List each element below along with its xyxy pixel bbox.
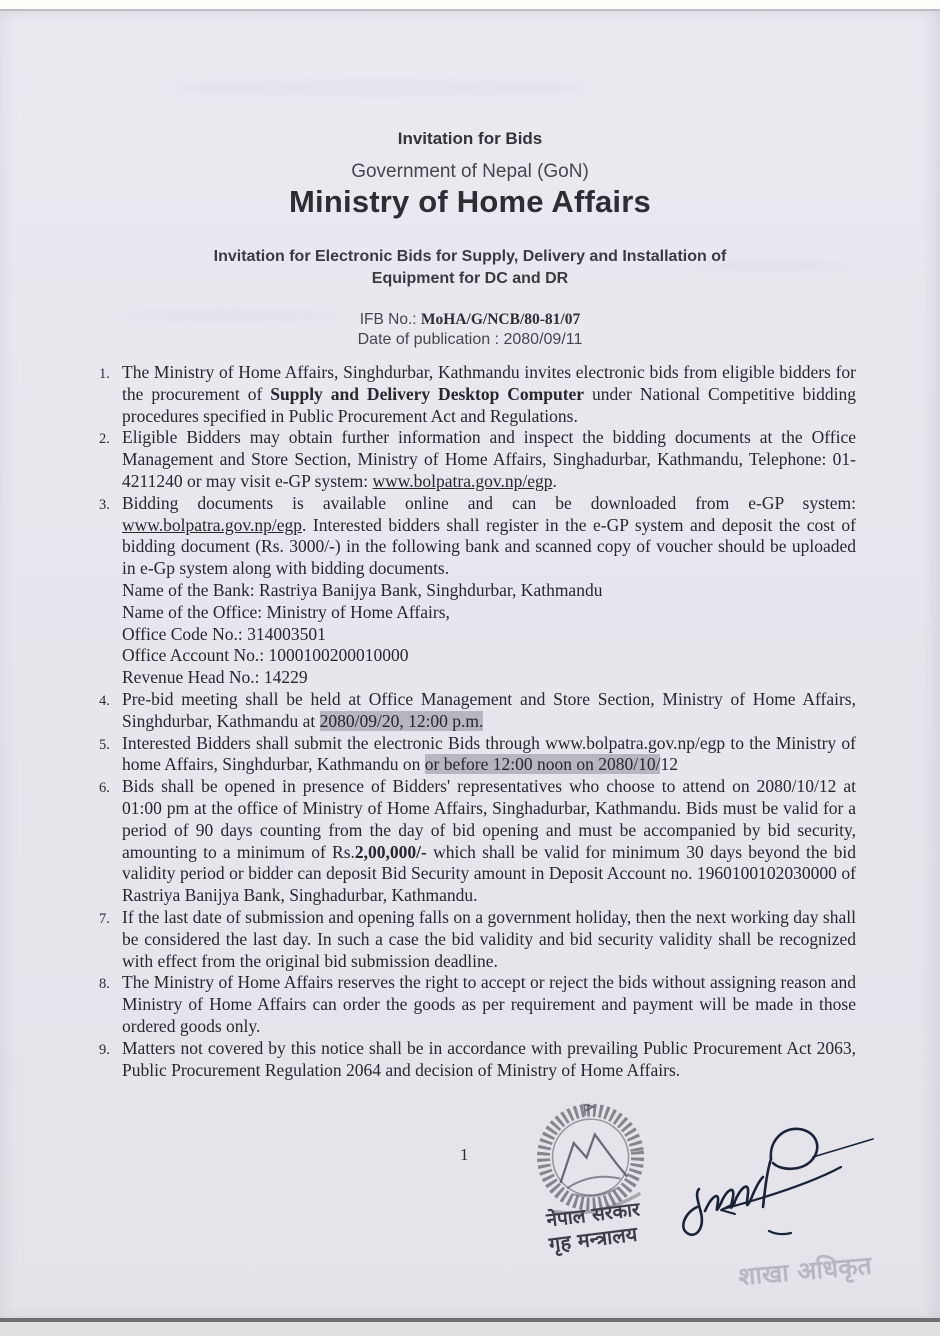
list-item-7 xyxy=(99,907,856,972)
item-body xyxy=(122,972,856,1037)
item-body xyxy=(122,776,856,907)
list-item-4 xyxy=(99,689,856,733)
body-text: The Ministry of Home Affairs, Singhdurbar, Kathmandu invites electronic bids from eligible bidders for the procurement of xyxy=(122,362,856,404)
item-body xyxy=(122,427,856,492)
ministry-name: Ministry of Home Affairs xyxy=(289,184,651,219)
item-body xyxy=(122,907,856,972)
item-text xyxy=(122,362,856,427)
list-item-5 xyxy=(99,733,856,777)
item-text xyxy=(122,427,856,492)
body-text: 2,00,000/- xyxy=(354,841,427,862)
signature-ink-icon xyxy=(665,1115,880,1255)
seal-text-line2: गृह मन्त्रालय xyxy=(547,1221,639,1257)
body-text: . Interested bidders shall register in the e-GP system and deposit the cost of bidding document (Rs. 3000/-) in the following bank and scanned copy of voucher should be uploaded in e-Gp system along with bidding documents. xyxy=(122,514,856,579)
scanned-page xyxy=(0,9,940,1320)
item-text xyxy=(122,493,856,580)
body-text: Pre-bid meeting shall be held at Office Management and Store Section, Ministry of Home Affairs, Singhdurbar, Kathmandu at xyxy=(122,688,856,731)
body-text: Matters not covered by this notice shall be in accordance with prevailing Public Procurement Act 2063, Public Procurement Regulation 2064 and decision of Ministry of Home Affairs. xyxy=(122,1037,856,1080)
highlighted-text: or before 12:00 noon on 2080/10/ xyxy=(424,754,661,775)
bank-detail-line: Office Code No.: 314003501 xyxy=(122,623,326,644)
item-body xyxy=(122,1038,856,1082)
signature-mark xyxy=(665,1115,880,1255)
item-text xyxy=(122,776,856,907)
list-item-6 xyxy=(99,776,856,907)
list-item-2 xyxy=(99,427,856,492)
government-name: Government of Nepal (GoN) xyxy=(351,161,589,182)
item-text xyxy=(122,689,856,733)
publication-date: Date of publication : 2080/09/11 xyxy=(357,331,583,348)
item-number: 7. xyxy=(99,910,110,927)
url-text: www.bolpatra.gov.np/egp xyxy=(122,514,302,535)
ifb-number: MoHA/G/NCB/80-81/07 xyxy=(420,311,581,328)
item-body xyxy=(122,493,856,689)
item-text xyxy=(122,907,856,972)
item-text xyxy=(122,972,856,1037)
item-number: 3. xyxy=(99,496,110,513)
item-number: 6. xyxy=(99,780,110,797)
body-text: If the last date of submission and opening falls on a government holiday, then the next working day shall be considered the last day. In such a case the bid validity and bid security validity shall be recognized with effect from the original bid submission deadline. xyxy=(122,906,856,971)
list-item-1 xyxy=(99,362,856,427)
url-text: www.bolpatra.gov.np/egp xyxy=(372,470,553,491)
subtitle-line-1: Invitation for Electronic Bids for Supply, Delivery and Installation of xyxy=(213,248,727,265)
subtitle-line-2: Equipment for DC and DR xyxy=(371,270,569,287)
body-text: Supply and Delivery Desktop Computer xyxy=(270,383,585,404)
body-text: Interested Bidders shall submit the electronic Bids through www.bolpatra.gov.np/egp to the Ministry of home Affairs, Singhdurbar, Kathmandu on xyxy=(122,732,856,775)
item-number: 9. xyxy=(99,1041,110,1058)
item-number: 8. xyxy=(99,976,110,993)
body-text: Bids shall be opened in presence of Bidders' representatives who choose to attend on 2080/10/12 at 01:00 pm at the office of Ministry of Home Affairs, Singhadurbar, Kathmandu. Bids must be valid for a period of 90 days counting from the day of bid opening and must be accompanied by bid security, amounting to a minimum of Rs. xyxy=(122,776,856,862)
item-text xyxy=(122,733,856,777)
document-header xyxy=(0,129,940,349)
list-item-9 xyxy=(99,1038,856,1082)
notice-subtitle xyxy=(0,246,940,290)
body-text: Eligible Bidders may obtain further information and inspect the bidding documents at the Office Management and Store Section, Ministry of Home Affairs, Singhadurbar, Kathmandu, Telephone: 01-4211240 or may visit e-GP system: xyxy=(122,427,856,491)
body-text: Bidding documents is available online and can be downloaded from e-GP system: xyxy=(122,492,856,513)
bank-detail-line: Revenue Head No.: 14229 xyxy=(122,667,308,688)
item-body xyxy=(122,733,856,777)
body-text: . xyxy=(552,470,557,491)
body-text: The Ministry of Home Affairs reserves the right to accept or reject the bids without assigning reason and Ministry of Home Affairs can order the goods as per requirement and payment will be made in those ordered goods only. xyxy=(122,972,856,1036)
branch-officer-stamp: शाखा अधिकृत xyxy=(737,1250,873,1292)
item-number: 4. xyxy=(99,692,110,709)
bank-detail-line: Office Account No.: 1000100200010000 xyxy=(122,645,409,666)
body-text: which shall be valid for minimum 30 days beyond the bid validity period or bidder can deposit Bid Security amount in Deposit Account no. 1960100102030000 of Rastriya Banijya Bank, Singhadurbar, Kathmandu. xyxy=(122,841,856,906)
item-body xyxy=(122,362,856,427)
body-text: under National Competitive bidding procedures specified in Public Procurement Act and Regulations. xyxy=(122,383,856,426)
item-number: 2. xyxy=(99,431,110,448)
item-number: 5. xyxy=(99,736,110,753)
ifb-label: IFB No.: xyxy=(359,311,417,328)
item-text xyxy=(122,1038,856,1082)
doc-type-label: Invitation for Bids xyxy=(397,129,543,148)
item-body xyxy=(122,689,856,733)
item-number: 1. xyxy=(99,366,110,382)
body-text: 12 xyxy=(660,754,678,775)
ministry-seal-stamp xyxy=(498,1099,688,1259)
list-item-8 xyxy=(99,972,856,1037)
scan-edge-gap xyxy=(0,1322,940,1336)
seal-text-line1: नेपाल सरकार xyxy=(545,1198,641,1232)
bank-detail-line: Name of the Bank: Rastriya Banijya Bank, Singhdurbar, Kathmandu xyxy=(122,579,603,600)
bid-notice-list xyxy=(99,362,856,1081)
page-number: 1 xyxy=(460,1145,469,1164)
bank-detail-line: Name of the Office: Ministry of Home Affairs, xyxy=(122,601,450,622)
scan-artifact xyxy=(170,81,590,95)
highlighted-text: 2080/09/20, 12:00 p.m. xyxy=(319,710,484,731)
ifb-line xyxy=(0,311,940,329)
list-item-3 xyxy=(99,493,856,689)
